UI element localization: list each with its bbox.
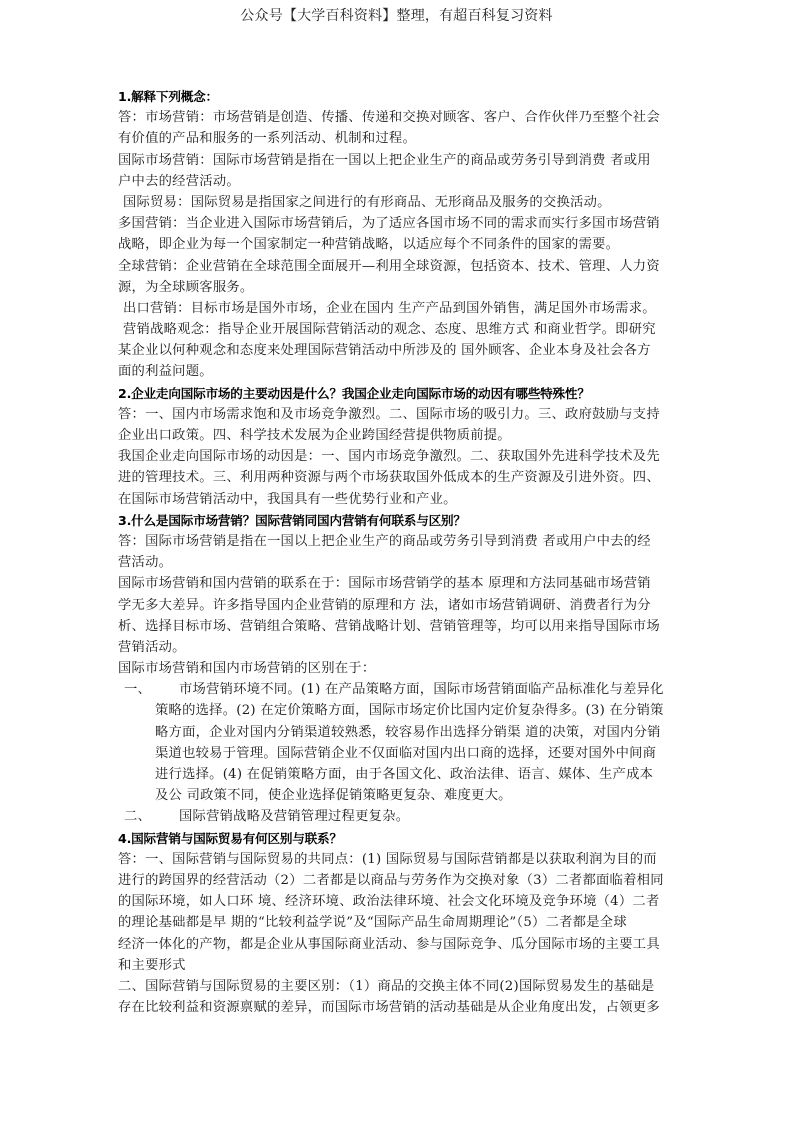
text-line: 答：市场营销：市场营销是创造、传播、传递和交换对顾客、客户、合作伙伴乃至整个社会	[118, 110, 660, 126]
text-line: 国际市场营销和国内市场营销的区别在于：	[118, 661, 376, 677]
text-line: 进行的跨国界的经营活动（2）二者都是以商品与劳务作为交换对象（3）二者都面临着相同	[118, 872, 664, 888]
text-line: 的理论基础都是早 期的“比较利益学说”及“国际产品生命周期理论”（5）二者都是全球	[118, 915, 627, 931]
text-line: 和主要形式	[118, 957, 186, 973]
section-heading: 2.企业走向国际市场的主要动因是什么？我国企业走向国际市场的动因有哪些特殊性？	[118, 385, 590, 401]
text-line: 全球营销：企业营销在全球范围全面展开—利用全球资源，包括资本、技术、管理、人力资	[118, 258, 660, 274]
text-line: 二、国际营销与国际贸易的主要区别：（1）商品的交换主体不同(2)国际贸易发生的基础是	[118, 978, 655, 994]
list-text: 市场营销环境不同。(1) 在产品策略方面，国际市场营销面临产品标准化与差异化	[179, 682, 664, 698]
section-4	[118, 828, 686, 1019]
text-line: 的国际环境，如人口环 境、经济环境、政治法律环境、社会文化环境及竞争环境（4）二者	[118, 894, 660, 910]
document-body	[118, 86, 686, 1018]
numbered-list	[118, 679, 686, 827]
list-number: 二、	[124, 809, 152, 825]
list-text-line: 进行选择。(4) 在促销策略方面，由于各国文化、政治法律、语言、媒体、生产成本	[155, 767, 654, 782]
text-line: 营活动。	[118, 555, 173, 571]
text-line: 国际市场营销和国内营销的联系在于：国际市场营销学的基本 原理和方法同基础市场营销	[118, 576, 651, 592]
text-line: 企业出口政策。四、科学技术发展为企业跨国经营提供物质前提。	[118, 428, 511, 443]
text-line: 我国企业走向国际市场的动因是：一、国内市场竞争激烈。二、获取国外先进科学技术及先	[118, 449, 660, 465]
text-line: 户中去的经营活动。	[118, 173, 240, 189]
text-line: 析、选择目标市场、营销组合策略、营销战略计划、营销管理等，均可以用来指导国际市场	[118, 618, 660, 634]
page-header: 公众号【大学百科资料】整理，有超百科复习资料	[240, 8, 553, 24]
list-text-line: 及公 司政策不同，使企业选择促销策略更复杂、难度更大。	[155, 788, 512, 804]
section-heading: 3.什么是国际市场营销？国际营销同国内营销有何联系与区别？	[118, 512, 466, 528]
text-line: 在国际市场营销活动中，我国具有一些优势行业和产业。	[118, 491, 457, 507]
text-line: 出口营销：目标市场是国外市场，企业在国内 生产产品到国外销售，满足国外市场需求。	[123, 300, 656, 316]
text-line: 营销活动。	[118, 639, 186, 655]
section-1	[118, 86, 686, 383]
list-number: 一、	[124, 682, 152, 698]
text-line: 面的利益问题。	[118, 364, 213, 380]
text-line: 答：一、国际营销与国际贸易的共同点：(1) 国际贸易与国际营销都是以获取利润为目的而	[118, 851, 657, 867]
text-line: 营销战略观念：指导企业开展国际营销活动的观念、态度、思维方式 和商业哲学。即研究	[123, 322, 656, 338]
list-text-line: 策略的选择。(2) 在定价策略方面，国际市场定价比国内定价复杂得多。(3) 在分销策	[155, 703, 664, 719]
text-line: 学无多大差异。许多指导国内企业营销的原理和方 法，诸如市场营销调研、消费者行为分	[118, 597, 651, 613]
text-line: 战略，即企业为每一个国家制定一种营销战略，以适应每个不同条件的国家的需要。	[118, 237, 620, 253]
list-item	[118, 806, 686, 827]
text-line: 经济一体化的产物，都是企业从事国际商业活动、参与国际竞争、瓜分国际市场的主要工具	[118, 936, 660, 952]
text-line: 某企业以何种观念和态度来处理国际营销活动中所涉及的 国外顾客、企业本身及社会各方	[118, 343, 651, 359]
text-line: 国际市场营销：国际市场营销是指在一国以上把企业生产的商品或劳务引导到消费 者或用	[118, 152, 651, 168]
list-item	[118, 679, 686, 806]
section-3	[118, 510, 686, 828]
section-heading: 1.解释下列概念：	[118, 89, 218, 104]
text-line: 多国营销：当企业进入国际市场营销后，为了适应各国市场不同的需求而实行多国市场营销	[118, 216, 660, 232]
section-heading: 4.国际营销与国际贸易有何区别与联系？	[118, 830, 342, 846]
list-text-line: 略方面，企业对国内分销渠道较熟悉，较容易作出选择分销渠 道的决策，对国内分销	[155, 724, 661, 740]
text-line: 存在比较利益和资源禀赋的差异，而国际市场营销的活动基础是从企业角度出发，占领更多	[118, 1000, 660, 1016]
text-line: 答：一、国内市场需求饱和及市场竞争激烈。二、国际市场的吸引力。三、政府鼓励与支持	[118, 406, 660, 422]
list-text-line: 渠道也较易于管理。国际营销企业不仅面临对国内出口商的选择，还要对国外中间商	[155, 745, 657, 761]
list-text: 国际营销战略及营销管理过程更复杂。	[179, 809, 410, 825]
text-line: 答：国际市场营销是指在一国以上把企业生产的商品或劳务引导到消费 者或用户中去的经	[118, 533, 651, 549]
text-line: 进的管理技术。三、利用两种资源与两个市场获取国外低成本的生产资源及引进外资。四、	[118, 470, 660, 486]
text-line: 源，为全球顾客服务。	[118, 279, 254, 295]
text-line: 有价值的产品和服务的一系列活动、机制和过程。	[118, 131, 417, 147]
text-line: 国际贸易：国际贸易是指国家之间进行的有形商品、无形商品及服务的交换活动。	[123, 194, 611, 210]
section-2	[118, 383, 686, 510]
